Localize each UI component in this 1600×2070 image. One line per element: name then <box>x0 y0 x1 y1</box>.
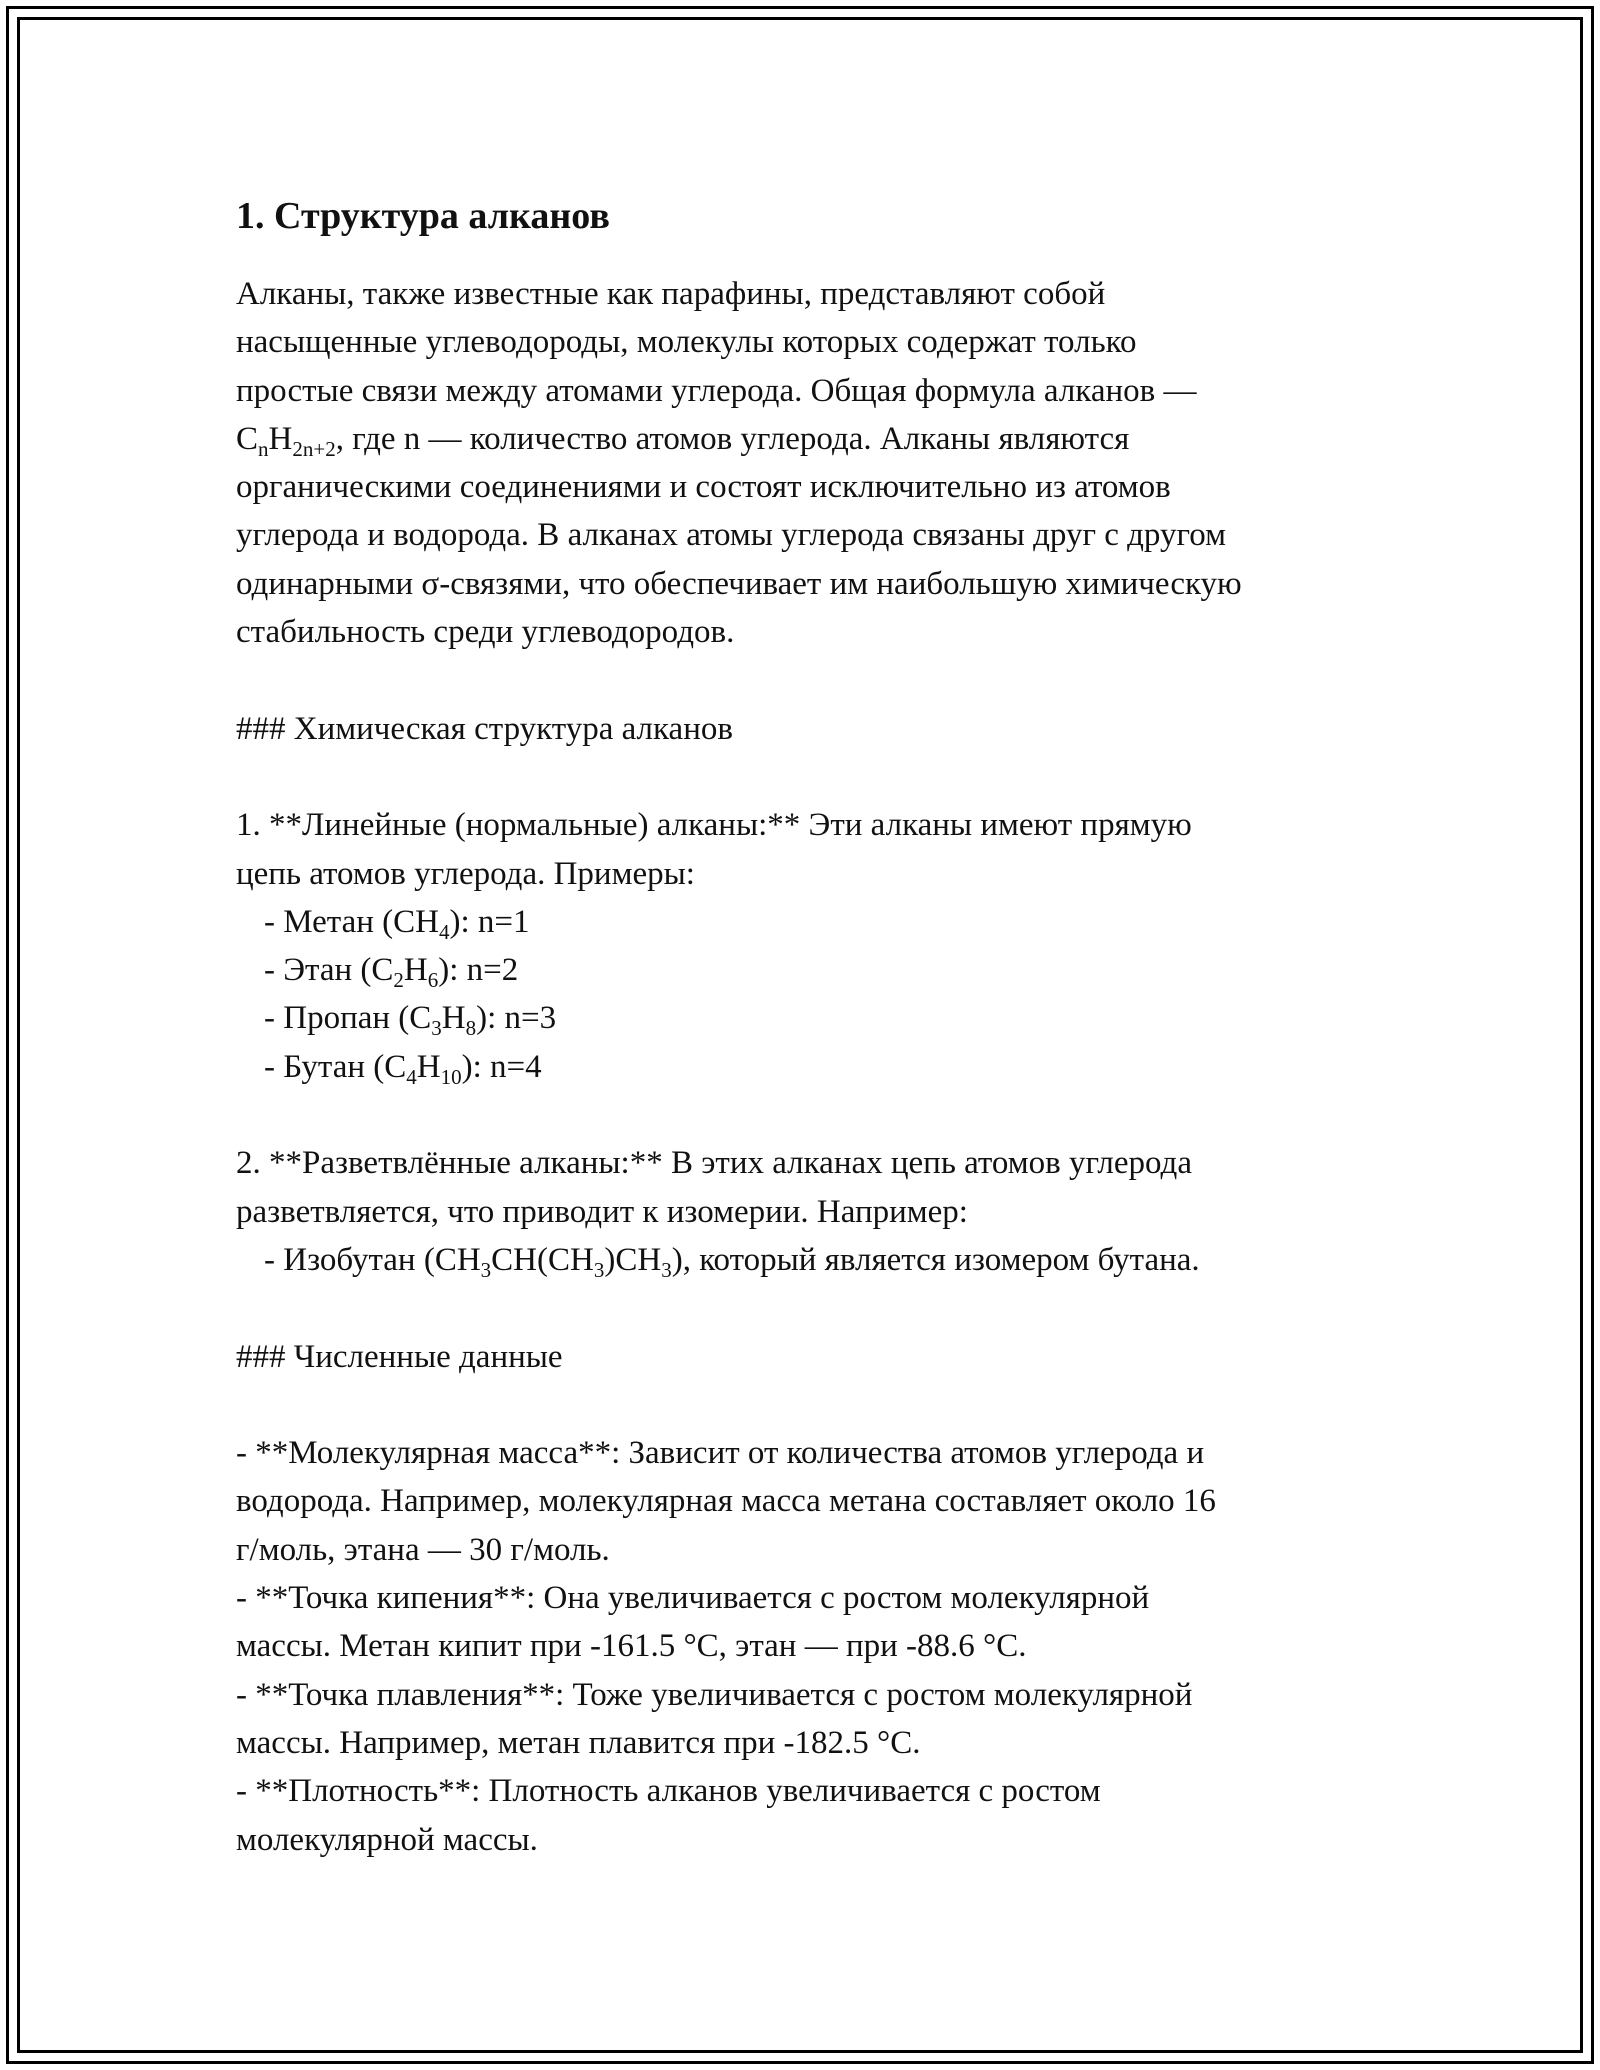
intro-line: Алканы, также известные как парафины, представляют собой <box>236 276 1106 312</box>
example-isobutane <box>236 1236 1376 1284</box>
example-text: - Изобутан (CH <box>264 1241 481 1278</box>
intro-line: органическими соединениями и состоят исключительно из атомов <box>236 469 1171 506</box>
intro-line: простые связи между атомами углерода. Общая формула алканов — <box>236 372 1197 409</box>
subscript: 3 <box>431 1016 442 1041</box>
branched-alkanes-item <box>236 1139 1376 1284</box>
example-text: H <box>403 952 428 989</box>
example-text: - Бутан (C <box>264 1048 407 1085</box>
subscript: 10 <box>440 1064 462 1089</box>
subscript: 3 <box>661 1257 672 1282</box>
subscript: 3 <box>480 1257 492 1282</box>
intro-line-formula <box>236 415 1376 463</box>
subscript: 3 <box>593 1257 605 1282</box>
linear-alkanes-text: цепь атомов углерода. Примеры: <box>236 855 695 892</box>
numeric-line: - **Точка кипения**: Она увеличивается с ростом молекулярной <box>236 1580 1150 1617</box>
numeric-line: - **Точка плавления**: Тоже увеличивается с ростом молекулярной <box>236 1676 1193 1713</box>
section-heading-numeric: ### Численные данные <box>236 1338 563 1375</box>
spacer <box>236 753 1376 801</box>
intro-line-rest: , где n — количество атомов углерода. Алканы являются <box>335 420 1130 457</box>
intro-line: углерода и водорода. В алканах атомы углерода связаны друг с другом <box>236 517 1226 554</box>
example-text: - Этан (C <box>264 952 394 989</box>
intro-line: насыщенные углеводороды, молекулы которых содержат только <box>236 324 1137 361</box>
spacer <box>236 1091 1376 1139</box>
page-title: 1. Структура алканов <box>236 195 610 237</box>
spacer <box>236 1381 1376 1429</box>
formula-n: n <box>258 436 269 461</box>
subscript: 8 <box>465 1016 477 1041</box>
section-heading-structure: ### Химическая структура алканов <box>236 710 733 747</box>
example-text: ), который является изомером бутана. <box>671 1241 1200 1278</box>
branched-alkanes-text: 2. **Разветвлённые алканы:** В этих алканах цепь атомов углерода <box>236 1145 1192 1182</box>
spacer <box>236 656 1376 704</box>
example-text: CH(CH <box>491 1241 594 1278</box>
numeric-data-list <box>236 1429 1376 1864</box>
example-text: H <box>416 1048 441 1085</box>
example-propane <box>236 994 1376 1042</box>
example-text: - Пропан (C <box>264 1000 432 1037</box>
linear-alkanes-text: 1. **Линейные (нормальные) алканы:** Эти алканы имеют прямую <box>236 807 1192 844</box>
intro-line: стабильность среди углеводородов. <box>236 614 735 651</box>
numeric-line: - **Молекулярная масса**: Зависит от количества атомов углерода и <box>236 1435 1205 1472</box>
example-methane <box>236 898 1376 946</box>
formula-carbon: C <box>236 420 259 457</box>
example-butane <box>236 1043 1376 1091</box>
document-body <box>236 190 1376 1864</box>
numeric-line: водорода. Например, молекулярная масса метана составляет около 16 <box>236 1483 1216 1520</box>
example-text: ): n=4 <box>461 1048 542 1085</box>
example-text: H <box>441 1000 466 1037</box>
example-text: ): n=3 <box>476 1000 557 1037</box>
subscript: 2 <box>393 968 404 993</box>
example-text: - Метан (CH <box>264 903 440 940</box>
spacer <box>236 1284 1376 1332</box>
formula-hydrogen: H <box>268 420 293 457</box>
numeric-line: г/моль, этана — 30 г/моль. <box>236 1531 610 1568</box>
example-text: ): n=1 <box>449 903 530 940</box>
intro-paragraph <box>236 270 1376 656</box>
intro-line: одинарными σ-связями, что обеспечивает им наибольшую химическую <box>236 565 1242 602</box>
example-text: )CH <box>604 1241 662 1278</box>
numeric-line: массы. Например, метан плавится при -182.5 °C. <box>236 1724 921 1761</box>
numeric-line: - **Плотность**: Плотность алканов увеличивается с ростом <box>236 1773 1101 1810</box>
linear-alkanes-item <box>236 801 1376 1091</box>
subscript: 6 <box>427 968 439 993</box>
formula-h-count: 2n+2 <box>292 436 336 461</box>
example-text: ): n=2 <box>438 952 519 989</box>
branched-alkanes-text: разветвляется, что приводит к изомерии. Например: <box>236 1193 968 1230</box>
subscript: 4 <box>406 1064 417 1089</box>
numeric-line: массы. Метан кипит при -161.5 °C, этан — при -88.6 °C. <box>236 1628 1027 1665</box>
subscript: 4 <box>439 919 450 944</box>
example-ethane <box>236 946 1376 994</box>
numeric-line: молекулярной массы. <box>236 1821 538 1858</box>
